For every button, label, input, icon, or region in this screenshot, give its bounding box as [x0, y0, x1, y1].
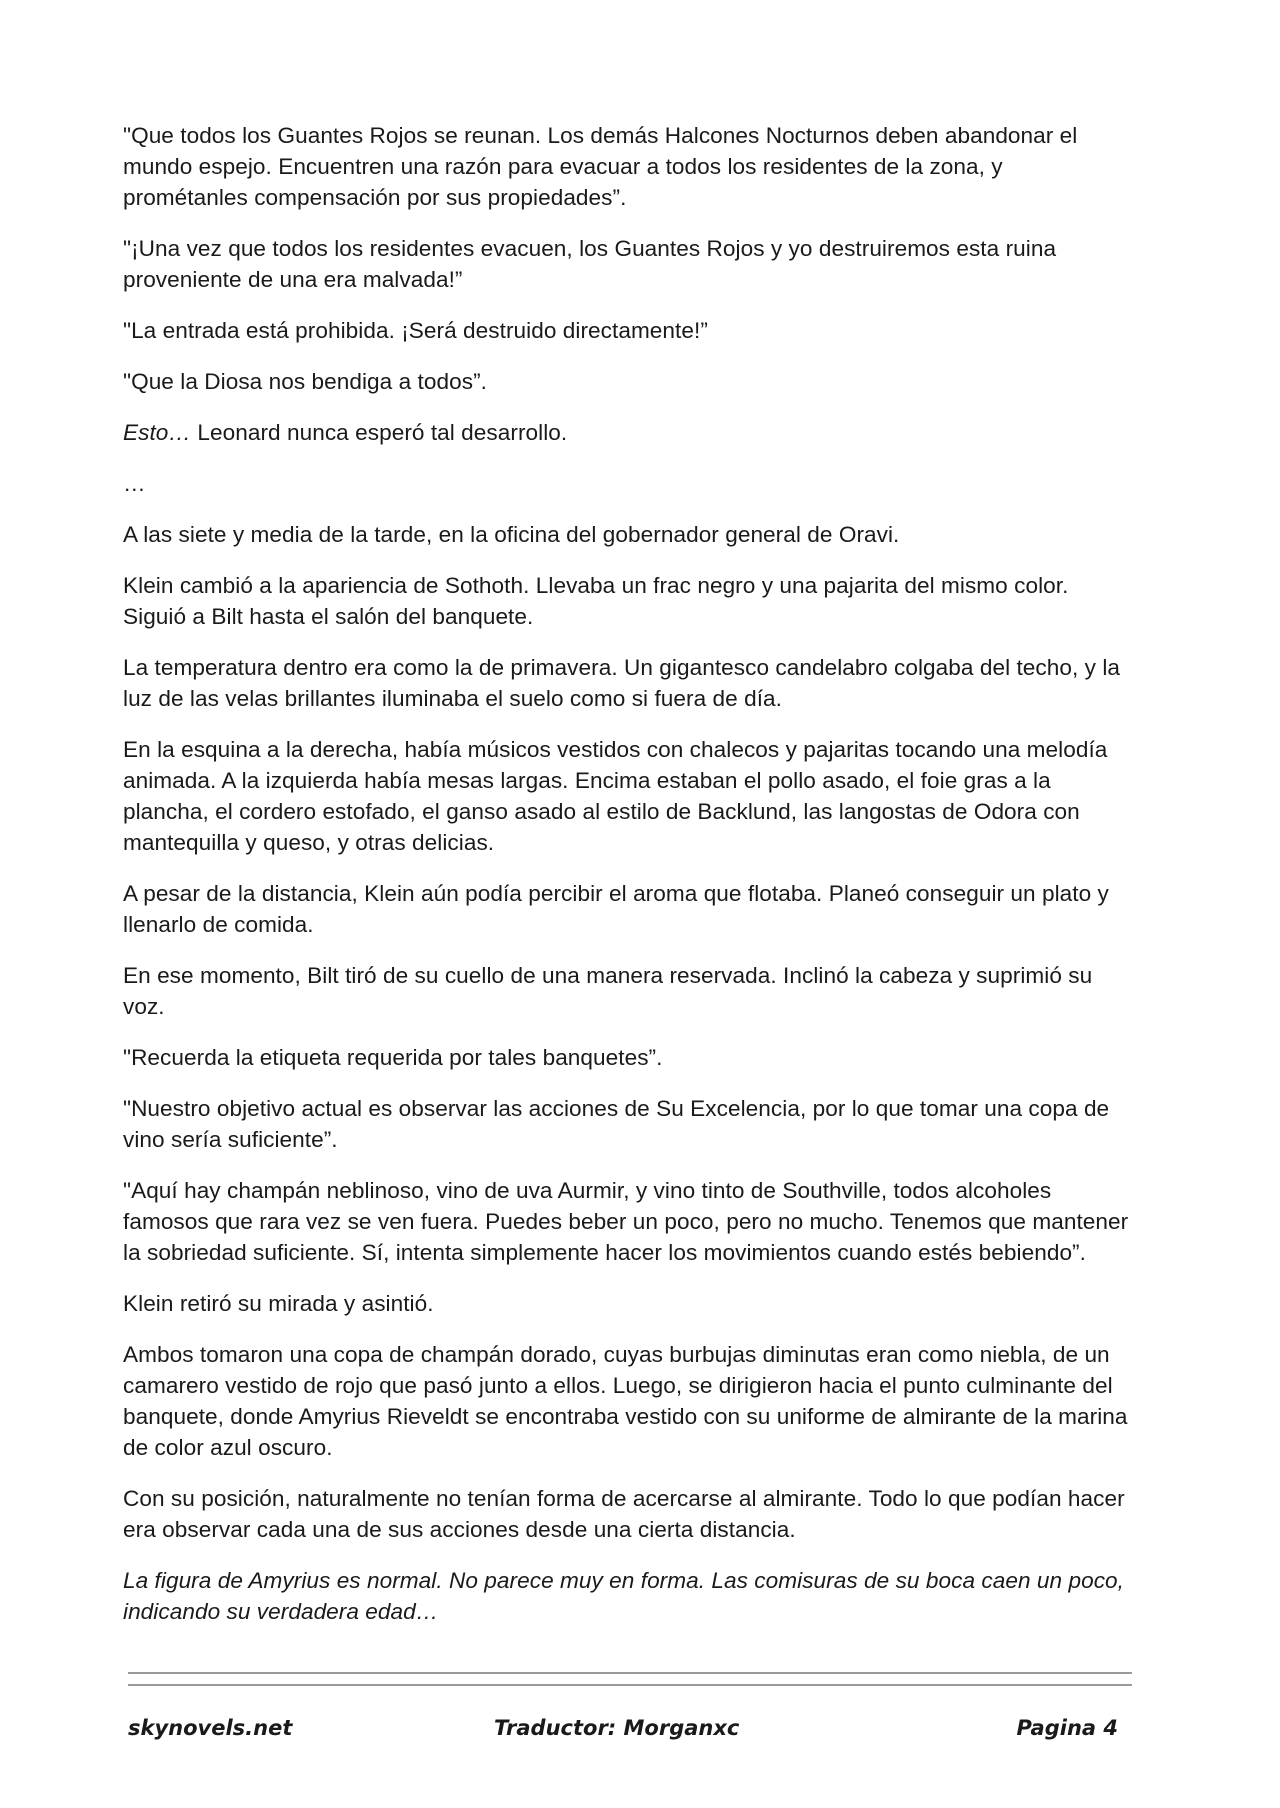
paragraph: "Aquí hay champán neblinoso, vino de uva Aurmir, y vino tinto de Southville, todos alcoholes famosos que rara vez se ven fuera. Puedes beber un poco, pero no mucho. Tenemos que mantener la sobriedad suficiente. Sí, intenta simplemente hacer los movimientos cuando estés bebiendo”. — [123, 1178, 1129, 1265]
paragraph: Klein cambió a la apariencia de Sothoth. Llevaba un frac negro y una pajarita del mismo color. Siguió a Bilt hasta el salón del banquete. — [123, 573, 1069, 629]
paragraph: La temperatura dentro era como la de primavera. Un gigantesco candelabro colgaba del techo, y la luz de las velas brillantes iluminaba el suelo como si fuera de día. — [123, 655, 1121, 711]
footer-translator: Traductor: Morganxc — [494, 1716, 740, 1740]
footer-page-number: Pagina 4 — [1016, 1716, 1118, 1740]
paragraph: Ambos tomaron una copa de champán dorado, cuyas burbujas diminutas eran como niebla, de un camarero vestido de rojo que pasó junto a ellos. Luego, se dirigieron hacia el punto culminante del banquete, donde Amyrius Rieveldt se encontraba vestido con su uniforme de almirante de la marina de color azul oscuro. — [123, 1342, 1128, 1460]
footer-site: skynovels.net — [128, 1716, 293, 1740]
page-footer — [128, 1716, 1124, 1748]
paragraph-text: Leonard nunca esperó tal desarrollo. — [191, 420, 568, 445]
paragraph: Con su posición, naturalmente no tenían forma de acercarse al almirante. Todo lo que podían hacer era observar cada una de sus acciones desde una cierta distancia. — [123, 1486, 1125, 1542]
footer-divider — [128, 1684, 1132, 1686]
page-body — [123, 120, 1133, 1647]
paragraph: "Que todos los Guantes Rojos se reunan. Los demás Halcones Nocturnos deben abandonar el mundo espejo. Encuentren una razón para evacuar a todos los residentes de la zona, y prométanles compensación por sus propiedades”. — [123, 123, 1078, 210]
paragraph: "Que la Diosa nos bendiga a todos”. — [123, 369, 487, 394]
footer-divider — [128, 1672, 1132, 1674]
italic-thought: Esto… — [123, 420, 192, 445]
paragraph: En ese momento, Bilt tiró de su cuello de una manera reservada. Inclinó la cabeza y suprimió su voz. — [123, 963, 1093, 1019]
paragraph: "La entrada está prohibida. ¡Será destruido directamente!” — [123, 318, 708, 343]
paragraph: "Nuestro objetivo actual es observar las acciones de Su Excelencia, por lo que tomar una copa de vino sería suficiente”. — [123, 1096, 1110, 1152]
paragraph: A las siete y media de la tarde, en la oficina del gobernador general de Oravi. — [123, 522, 900, 547]
paragraph: Klein retiró su mirada y asintió. — [123, 1291, 434, 1316]
paragraph: "¡Una vez que todos los residentes evacuen, los Guantes Rojos y yo destruiremos esta ruina proveniente de una era malvada!” — [123, 236, 1057, 292]
scene-break: … — [123, 471, 146, 496]
paragraph: "Recuerda la etiqueta requerida por tales banquetes”. — [123, 1045, 663, 1070]
paragraph: En la esquina a la derecha, había músicos vestidos con chalecos y pajaritas tocando una melodía animada. A la izquierda había mesas largas. Encima estaban el pollo asado, el foie gras a la plancha, el cordero estofado, el ganso asado al estilo de Backlund, las langostas de Odora con mantequilla y queso, y otras delicias. — [123, 737, 1108, 855]
paragraph — [123, 417, 1133, 448]
italic-paragraph: La figura de Amyrius es normal. No parece muy en forma. Las comisuras de su boca caen un poco, indicando su verdadera edad… — [123, 1568, 1124, 1624]
paragraph: A pesar de la distancia, Klein aún podía percibir el aroma que flotaba. Planeó conseguir un plato y llenarlo de comida. — [123, 881, 1109, 937]
